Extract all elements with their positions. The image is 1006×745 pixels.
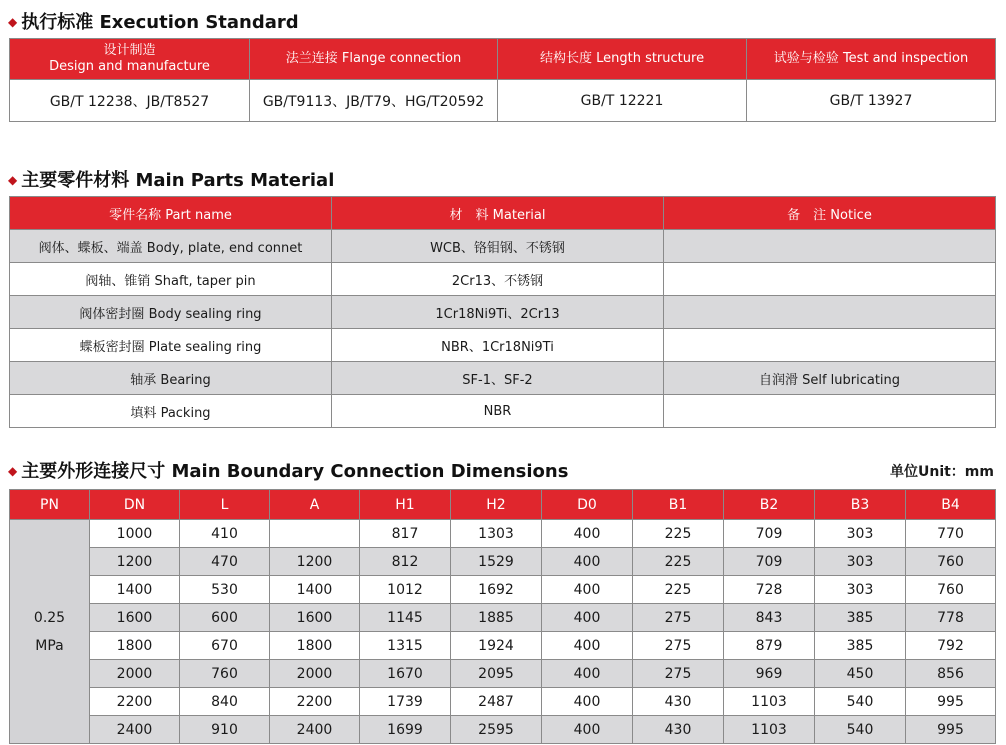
cell: 1600 <box>270 604 360 632</box>
cell: 540 <box>815 688 906 716</box>
cell: 400 <box>542 716 633 744</box>
part-material: NBR <box>332 395 664 428</box>
cell: 410 <box>180 520 270 548</box>
cell: 400 <box>542 604 633 632</box>
table-row <box>10 632 996 660</box>
header-b4: B4 <box>906 490 996 520</box>
header-d0: D0 <box>542 490 633 520</box>
execution-standard-table <box>9 38 996 122</box>
part-name: 蝶板密封圈 Plate sealing ring <box>10 329 332 362</box>
part-material: 1Cr18Ni9Ti、2Cr13 <box>332 296 664 329</box>
cell: 1699 <box>360 716 451 744</box>
part-notice <box>664 230 996 263</box>
diamond-bullet-icon: ◆ <box>8 173 18 187</box>
part-name: 轴承 Bearing <box>10 362 332 395</box>
cell: 450 <box>815 660 906 688</box>
table-row <box>10 688 996 716</box>
part-material: NBR、1Cr18Ni9Ti <box>332 329 664 362</box>
table-row <box>10 329 996 362</box>
cell: 1303 <box>451 520 542 548</box>
cell: 303 <box>815 520 906 548</box>
cell: 275 <box>633 660 724 688</box>
header-a: A <box>270 490 360 520</box>
cell: 1924 <box>451 632 542 660</box>
value-test: GB/T 13927 <box>747 80 996 122</box>
cell: 303 <box>815 548 906 576</box>
table-row <box>10 296 996 329</box>
table-row <box>10 263 996 296</box>
cell: 1739 <box>360 688 451 716</box>
cell: 400 <box>542 660 633 688</box>
cell: 1529 <box>451 548 542 576</box>
cell: 670 <box>180 632 270 660</box>
cell: 2000 <box>270 660 360 688</box>
part-notice <box>664 296 996 329</box>
section-title-parts-material: ◆ 主要零件材料 Main Parts Material <box>8 170 335 191</box>
cell: 995 <box>906 688 996 716</box>
cell: 778 <box>906 604 996 632</box>
cell: 2400 <box>90 716 180 744</box>
cell: 530 <box>180 576 270 604</box>
table-row <box>10 362 996 395</box>
table-row <box>10 230 996 263</box>
header-design: 设计制造 Design and manufacture <box>10 39 250 80</box>
diamond-bullet-icon: ◆ <box>8 15 18 29</box>
cell: 2095 <box>451 660 542 688</box>
table-row <box>10 576 996 604</box>
cell: 2200 <box>270 688 360 716</box>
header-b3: B3 <box>815 490 906 520</box>
table-row <box>10 716 996 744</box>
cell: 275 <box>633 604 724 632</box>
cell: 600 <box>180 604 270 632</box>
cell: 792 <box>906 632 996 660</box>
header-b1: B1 <box>633 490 724 520</box>
header-part-name: 零件名称 Part name <box>10 197 332 230</box>
cell: 760 <box>906 576 996 604</box>
cell: 709 <box>724 520 815 548</box>
header-l: L <box>180 490 270 520</box>
cell: 728 <box>724 576 815 604</box>
table-row <box>10 520 996 548</box>
cell: 225 <box>633 576 724 604</box>
table-row <box>10 80 996 122</box>
table-header-row <box>10 490 996 520</box>
cell: 856 <box>906 660 996 688</box>
cell: 2400 <box>270 716 360 744</box>
cell: 400 <box>542 520 633 548</box>
part-notice: 自润滑 Self lubricating <box>664 362 996 395</box>
cell: 225 <box>633 520 724 548</box>
cell: 760 <box>906 548 996 576</box>
header-notice: 备 注 Notice <box>664 197 996 230</box>
table-header-row <box>10 197 996 230</box>
unit-label: 单位Unit：mm <box>889 464 994 480</box>
cell: 760 <box>180 660 270 688</box>
part-material: SF-1、SF-2 <box>332 362 664 395</box>
diamond-bullet-icon: ◆ <box>8 464 18 478</box>
cell: 1000 <box>90 520 180 548</box>
cell: 470 <box>180 548 270 576</box>
parts-material-table <box>9 196 996 428</box>
cell: 843 <box>724 604 815 632</box>
cell: 1012 <box>360 576 451 604</box>
part-notice <box>664 395 996 428</box>
dimensions-table <box>9 489 996 744</box>
cell: 385 <box>815 604 906 632</box>
cell: 1200 <box>270 548 360 576</box>
cell: 400 <box>542 576 633 604</box>
value-length: GB/T 12221 <box>498 80 747 122</box>
cell: 2595 <box>451 716 542 744</box>
cell: 2200 <box>90 688 180 716</box>
part-material: WCB、铬钼钢、不锈钢 <box>332 230 664 263</box>
section-title-execution-standard: ◆ 执行标准 Execution Standard <box>8 12 299 33</box>
cell: 770 <box>906 520 996 548</box>
cell: 812 <box>360 548 451 576</box>
cell: 400 <box>542 548 633 576</box>
cell <box>270 520 360 548</box>
table-row <box>10 548 996 576</box>
cell: 2000 <box>90 660 180 688</box>
cell: 385 <box>815 632 906 660</box>
header-test: 试验与检验 Test and inspection <box>747 39 996 80</box>
cell: 969 <box>724 660 815 688</box>
table-row <box>10 604 996 632</box>
cell: 303 <box>815 576 906 604</box>
header-h1: H1 <box>360 490 451 520</box>
cell: 995 <box>906 716 996 744</box>
cell: 1315 <box>360 632 451 660</box>
part-name: 阀体、蝶板、端盖 Body, plate, end connet <box>10 230 332 263</box>
value-flange: GB/T9113、JB/T79、HG/T20592 <box>250 80 498 122</box>
part-notice <box>664 329 996 362</box>
cell: 400 <box>542 632 633 660</box>
cell: 1692 <box>451 576 542 604</box>
cell: 1400 <box>90 576 180 604</box>
cell: 1600 <box>90 604 180 632</box>
cell: 817 <box>360 520 451 548</box>
table-row <box>10 395 996 428</box>
header-dn: DN <box>90 490 180 520</box>
cell: 840 <box>180 688 270 716</box>
value-design: GB/T 12238、JB/T8527 <box>10 80 250 122</box>
part-notice <box>664 263 996 296</box>
cell: 400 <box>542 688 633 716</box>
header-flange: 法兰连接 Flange connection <box>250 39 498 80</box>
cell: 225 <box>633 548 724 576</box>
table-row <box>10 660 996 688</box>
cell: 1145 <box>360 604 451 632</box>
header-length: 结构长度 Length structure <box>498 39 747 80</box>
pn-cell: 0.25 MPa <box>10 520 90 744</box>
part-name: 填料 Packing <box>10 395 332 428</box>
cell: 430 <box>633 688 724 716</box>
part-material: 2Cr13、不锈钢 <box>332 263 664 296</box>
cell: 1885 <box>451 604 542 632</box>
header-h2: H2 <box>451 490 542 520</box>
part-name: 阀轴、锥销 Shaft, taper pin <box>10 263 332 296</box>
cell: 1103 <box>724 688 815 716</box>
cell: 1200 <box>90 548 180 576</box>
part-name: 阀体密封圈 Body sealing ring <box>10 296 332 329</box>
cell: 430 <box>633 716 724 744</box>
cell: 1800 <box>90 632 180 660</box>
header-b2: B2 <box>724 490 815 520</box>
section-title-dimensions: ◆ 主要外形连接尺寸 Main Boundary Connection Dimensions <box>8 461 569 482</box>
cell: 1800 <box>270 632 360 660</box>
header-pn: PN <box>10 490 90 520</box>
cell: 1400 <box>270 576 360 604</box>
cell: 2487 <box>451 688 542 716</box>
cell: 879 <box>724 632 815 660</box>
cell: 1103 <box>724 716 815 744</box>
table-header-row <box>10 39 996 80</box>
cell: 1670 <box>360 660 451 688</box>
header-material: 材 料 Material <box>332 197 664 230</box>
cell: 275 <box>633 632 724 660</box>
cell: 910 <box>180 716 270 744</box>
cell: 709 <box>724 548 815 576</box>
cell: 540 <box>815 716 906 744</box>
